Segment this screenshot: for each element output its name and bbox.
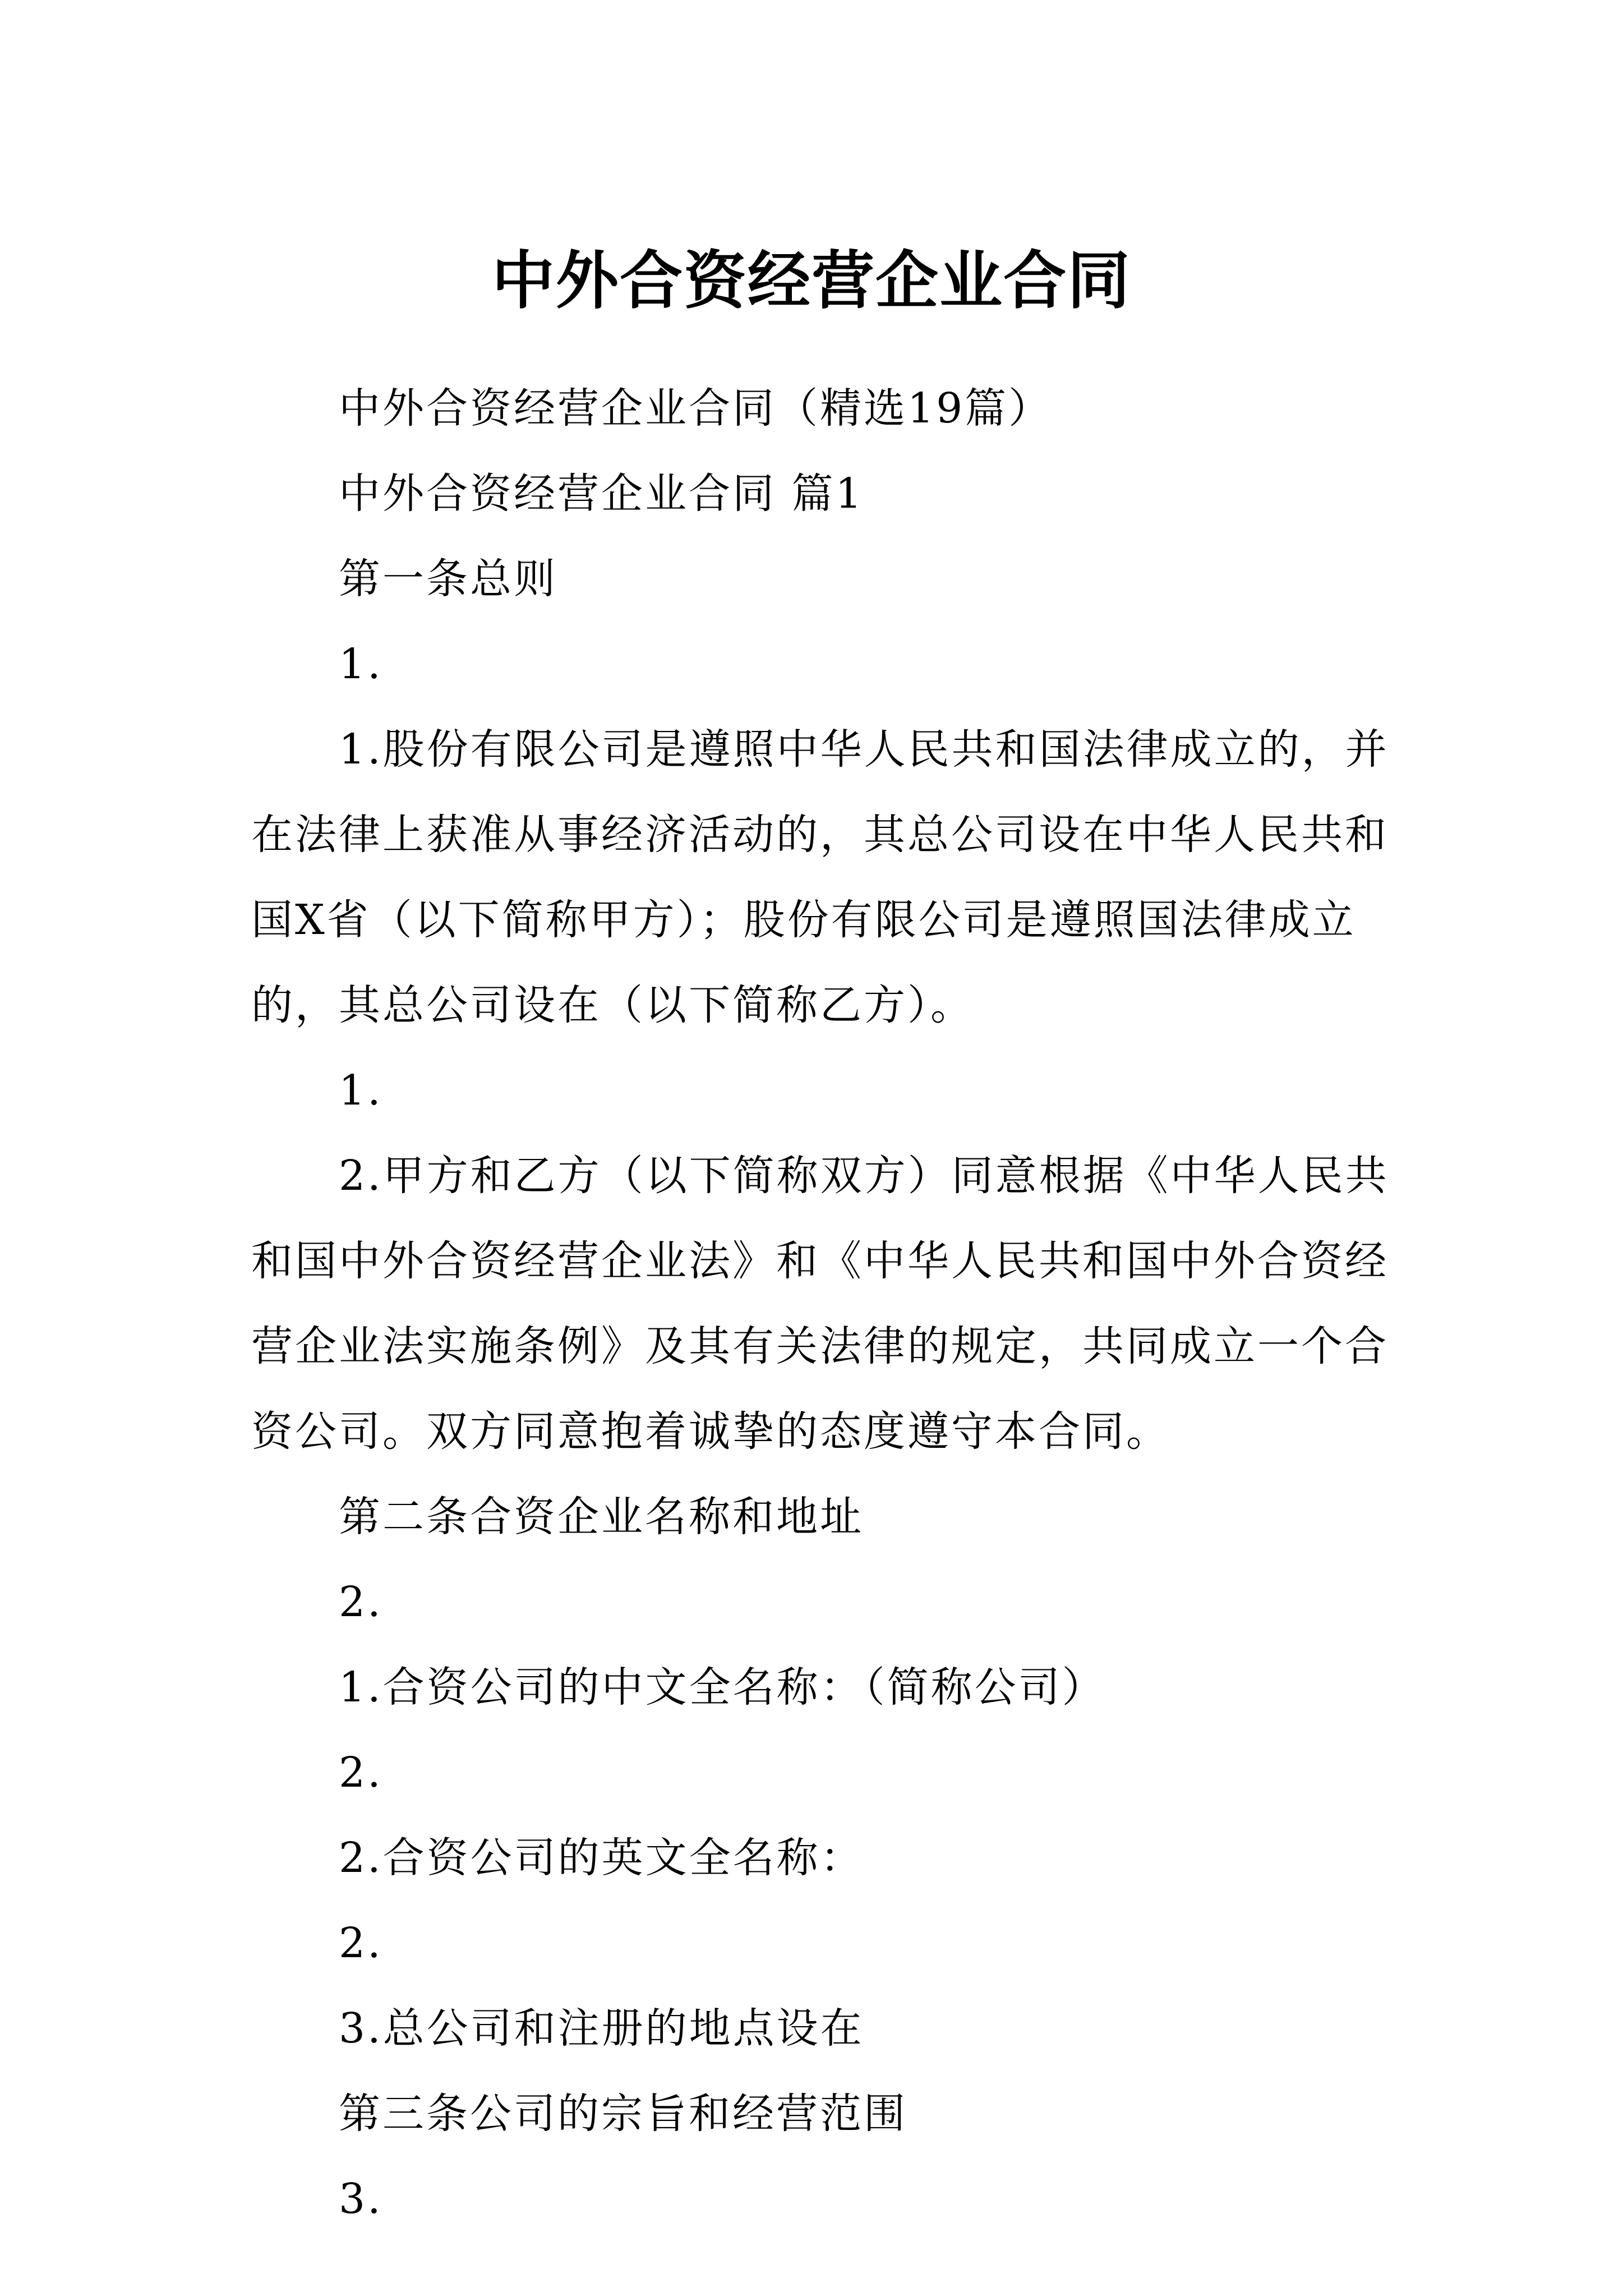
paragraph-clause: 2.合资公司的英文全名称： (339, 1834, 864, 1882)
paragraph-section-1-heading: 第一条总则 (339, 555, 557, 603)
paragraph-section-3-heading: 第三条公司的宗旨和经营范围 (339, 2090, 907, 2138)
paragraph-article-heading: 中外合资经营企业合同 篇1 (339, 470, 864, 518)
paragraph-clause: 1.合资公司的中文全名称：（简称公司） (339, 1663, 1106, 1711)
paragraph-clause: 3.总公司和注册的地点设在 (339, 2004, 864, 2053)
paragraph-number: 1. (339, 640, 383, 688)
paragraph-number: 2. (339, 1578, 383, 1626)
paragraph-clause: 2.甲方和乙方（以下简称双方）同意根据《中华人民共和国中外合资经营企业法》和《中华人民共和国中外合资经营企业法实施条例》及其有关法律的规定，共同成立一个合资公司。双方同意抱着诚挚的态度遵守本合同。 (251, 1152, 1389, 1456)
paragraph-number: 2. (339, 1749, 383, 1797)
document-title: 中外合资经营企业合同 (492, 244, 1131, 318)
paragraph-clause: 1.股份有限公司是遵照中华人民共和国法律成立的，并在法律上获准从事经济活动的，其总公司设在中华人民共和国X省（以下简称甲方）；股份有限公司是遵照国法律成立的，其总公司设在（以下简称乙方）。 (251, 725, 1389, 1029)
paragraph-section-2-heading: 第二条合资企业名称和地址 (339, 1493, 864, 1541)
document-body (251, 366, 1391, 2242)
paragraph-collection-title: 中外合资经营企业合同（精选19篇） (339, 384, 1053, 432)
paragraph-number: 1. (339, 1066, 383, 1115)
paragraph-number: 2. (339, 1919, 383, 1967)
paragraph-number: 3. (339, 2175, 383, 2223)
